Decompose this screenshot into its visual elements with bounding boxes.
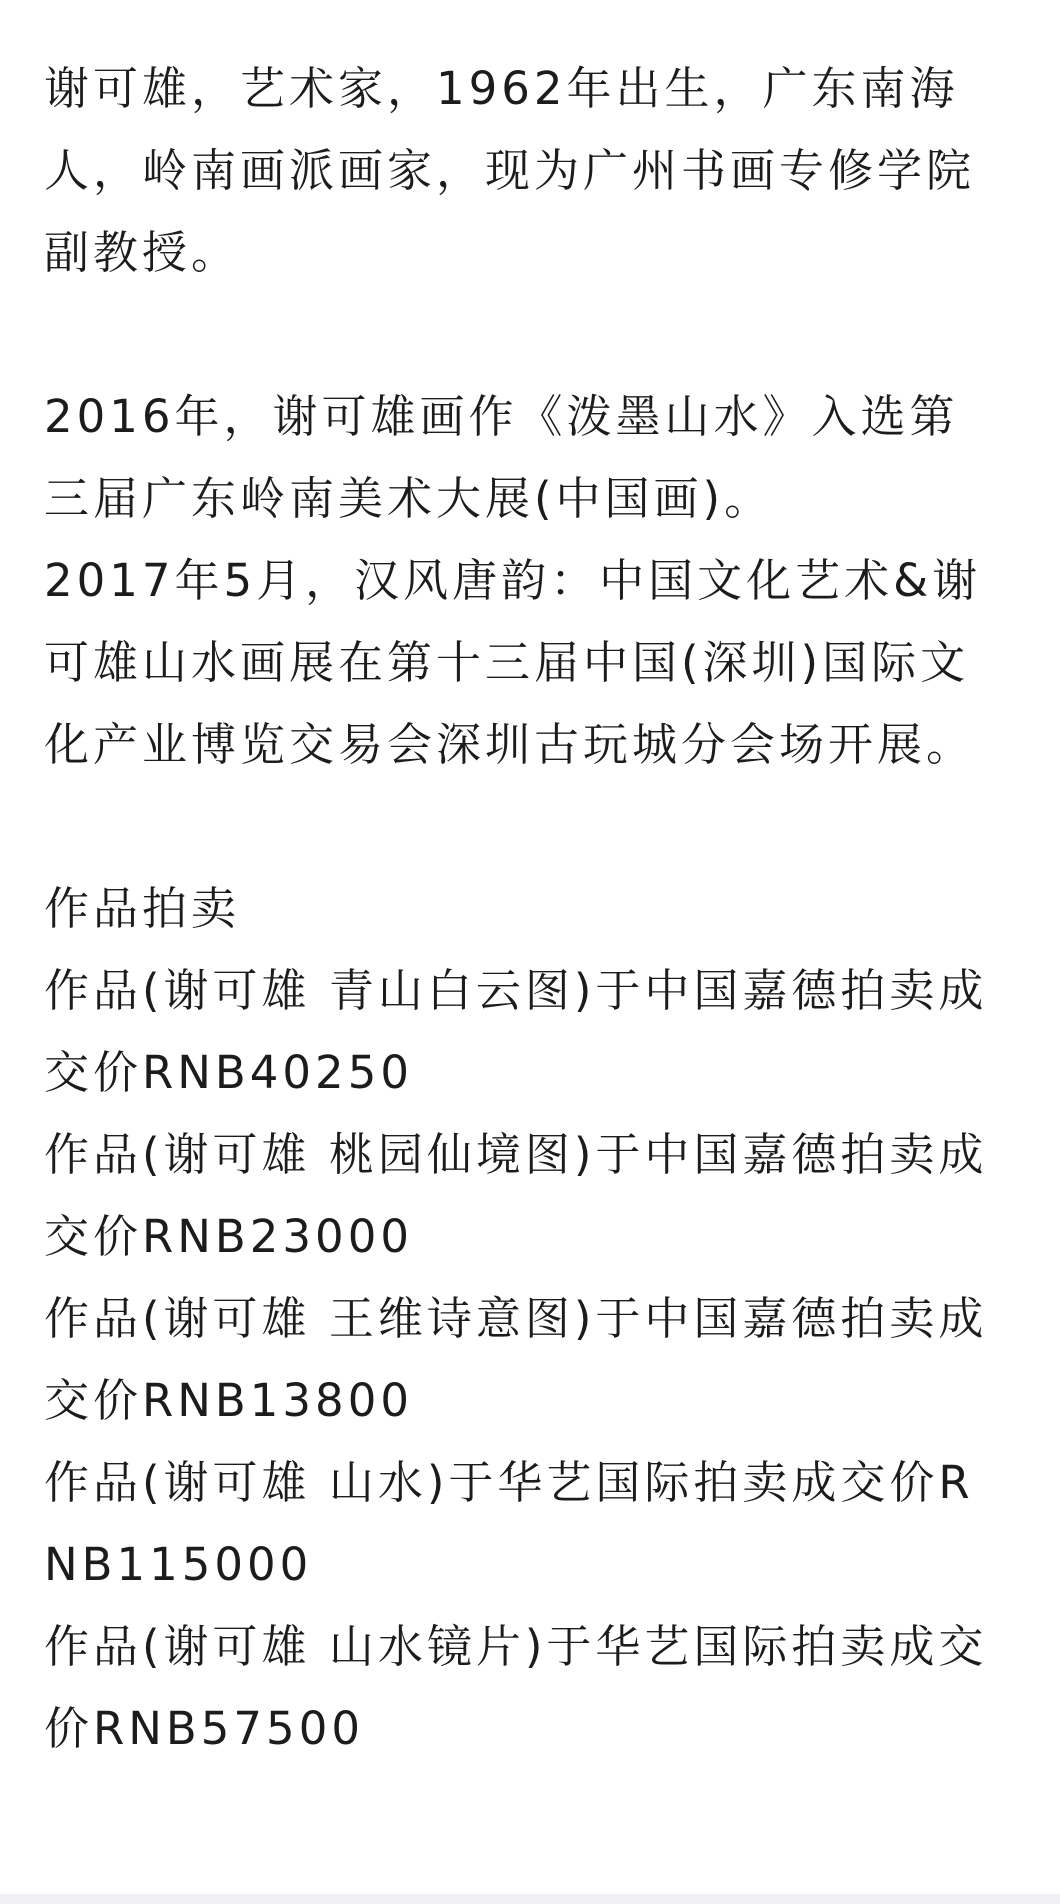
event-2017-paragraph: 2017年5月，汉风唐韵：中国文化艺术&谢可雄山水画展在第十三届中国(深圳)国际文化产业博览交易会深圳古玩城分会场开展。 (44, 554, 982, 771)
auction-record: 作品(谢可雄 王维诗意图)于中国嘉德拍卖成交价RNB13800 (44, 1292, 988, 1427)
auction-heading: 作品拍卖 (44, 882, 241, 935)
bottom-divider (0, 1894, 1060, 1904)
article-body (44, 48, 1004, 1770)
auction-record: 作品(谢可雄 青山白云图)于中国嘉德拍卖成交价RNB40250 (44, 964, 988, 1099)
event-2016-paragraph: 2016年，谢可雄画作《泼墨山水》入选第三届广东岭南美术大展(中国画)。 (44, 390, 959, 525)
auction-record: 作品(谢可雄 山水)于华艺国际拍卖成交价RNB115000 (44, 1456, 974, 1591)
auction-record: 作品(谢可雄 山水镜片)于华艺国际拍卖成交价RNB57500 (44, 1620, 988, 1755)
paragraph-gap (44, 786, 1004, 868)
paragraph-gap (44, 294, 1004, 376)
bio-paragraph: 谢可雄，艺术家，1962年出生，广东南海人，岭南画派画家，现为广州书画专修学院副教授。 (44, 62, 976, 279)
auction-record: 作品(谢可雄 桃园仙境图)于中国嘉德拍卖成交价RNB23000 (44, 1128, 988, 1263)
